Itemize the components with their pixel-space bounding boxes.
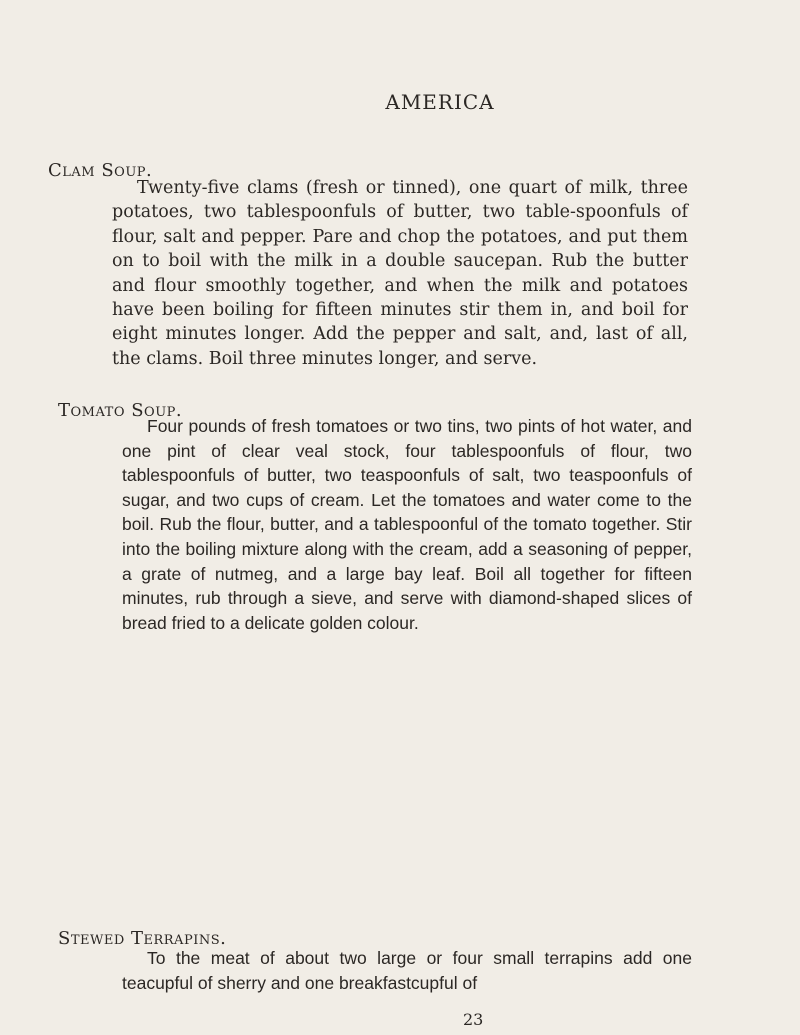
tomato-soup-recipe	[122, 414, 692, 635]
clam-soup-heading: Clam Soup.	[48, 160, 153, 181]
page-number: 23	[463, 1010, 484, 1029]
clam-soup-recipe	[112, 176, 688, 371]
tomato-soup-heading: Tomato Soup.	[58, 400, 183, 421]
stewed-terrapins-text: To the meat of about two large or four small terrapins add one teacupful of sherry and one breakfastcupful of	[122, 948, 692, 993]
running-head: AMERICA	[385, 90, 495, 114]
stewed-terrapins-recipe	[122, 946, 692, 995]
stewed-terrapins-heading: Stewed Terrapins.	[58, 928, 227, 949]
tomato-soup-text: Four pounds of fresh tomatoes or two tins, two pints of hot water, and one pint of clear veal stock, four tablespoonfuls of flour, two tablespoonfuls of butter, two teaspoonfuls of salt, two teaspoonfuls of sugar, and two cups of cream. Let the tomatoes and water come to the boil. Rub the flour, butter, and a tablespoonful of the tomato together. Stir into the boiling mixture along with the cream, add a seasoning of pepper, a grate of nutmeg, and a large bay leaf. Boil all together for fifteen minutes, rub through a sieve, and serve with diamond-shaped slices of bread fried to a delicate golden colour.	[122, 416, 692, 633]
clam-soup-text: Twenty-five clams (fresh or tinned), one quart of milk, three potatoes, two tablespoonfuls of butter, two table-spoonfuls of flour, salt and pepper. Pare and chop the potatoes, and put them on to boil with the milk in a double saucepan. Rub the butter and flour smoothly together, and when the milk and potatoes have been boiling for fifteen minutes stir them in, and boil for eight minutes longer. Add the pepper and salt, and, last of all, the clams. Boil three minutes longer, and serve.	[112, 178, 688, 369]
